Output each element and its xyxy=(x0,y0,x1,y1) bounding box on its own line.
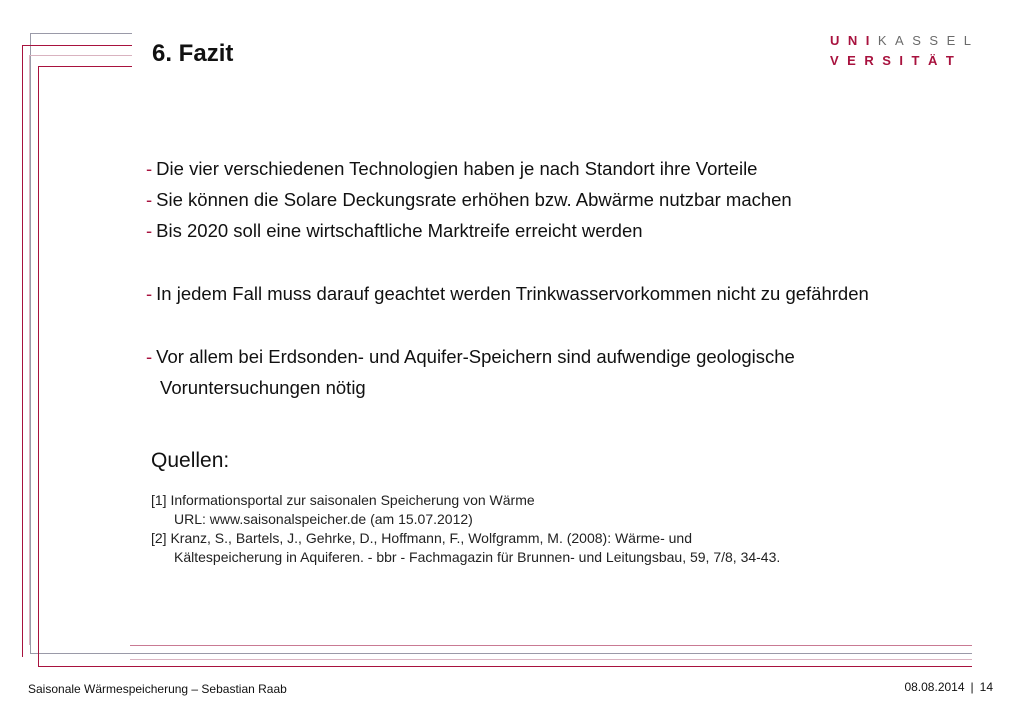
bullet-dash: - xyxy=(146,346,153,367)
bullet-item xyxy=(146,153,869,184)
bullet-dash: - xyxy=(146,189,153,210)
reference-list xyxy=(151,491,780,567)
bullet-text: Die vier verschiedenen Technologien haben je nach Standort ihre Vorteile xyxy=(156,158,758,179)
bullet-text: Sie können die Solare Deckungsrate erhöhen bzw. Abwärme nutzbar machen xyxy=(156,189,792,210)
bullet-list xyxy=(146,153,869,403)
bullet-text: Vor allem bei Erdsonden- und Aquifer-Speichern sind aufwendige geologische xyxy=(156,346,795,367)
footer-page-number: 14 xyxy=(979,680,993,694)
logo-uni: UNI xyxy=(830,33,878,48)
bullet-item xyxy=(146,184,869,215)
footer-presentation-title: Saisonale Wärmespeicherung – Sebastian Raab xyxy=(28,682,287,696)
bullet-dash: - xyxy=(146,283,153,304)
bullet-item xyxy=(146,341,869,372)
bullet-dash: - xyxy=(146,158,153,179)
footer-separator: | xyxy=(970,680,974,694)
bullet-item xyxy=(146,215,869,246)
slide-title: 6. Fazit xyxy=(150,40,239,68)
footer-date: 08.08.2014 xyxy=(904,680,965,694)
bullet-dash: - xyxy=(146,220,153,241)
reference-line: [2] Kranz, S., Bartels, J., Gehrke, D., Hoffmann, F., Wolfgramm, M. (2008): Wärme- und xyxy=(151,530,692,546)
bullet-continuation: Voruntersuchungen nötig xyxy=(160,377,366,398)
bullet-text: Bis 2020 soll eine wirtschaftliche Marktreife erreicht werden xyxy=(156,220,643,241)
reference-item xyxy=(151,491,780,529)
logo-kassel: KASSEL xyxy=(877,33,980,48)
logo-versitaet: VERSITÄT xyxy=(830,53,963,68)
bullet-item xyxy=(146,278,869,309)
reference-line: URL: www.saisonalspeicher.de (am 15.07.2012) xyxy=(174,511,473,527)
bullet-text: In jedem Fall muss darauf geachtet werden Trinkwasservorkommen nicht zu gefährden xyxy=(156,283,869,304)
reference-item xyxy=(151,529,780,567)
sources-heading: Quellen: xyxy=(151,449,230,472)
reference-line: Kältespeicherung in Aquiferen. - bbr - Fachmagazin für Brunnen- und Leitungsbau, 59, 7/8, 34-43. xyxy=(174,549,781,565)
reference-line: [1] Informationsportal zur saisonalen Speicherung von Wärme xyxy=(151,492,535,508)
university-logo xyxy=(830,31,979,71)
footer-meta xyxy=(904,680,993,694)
